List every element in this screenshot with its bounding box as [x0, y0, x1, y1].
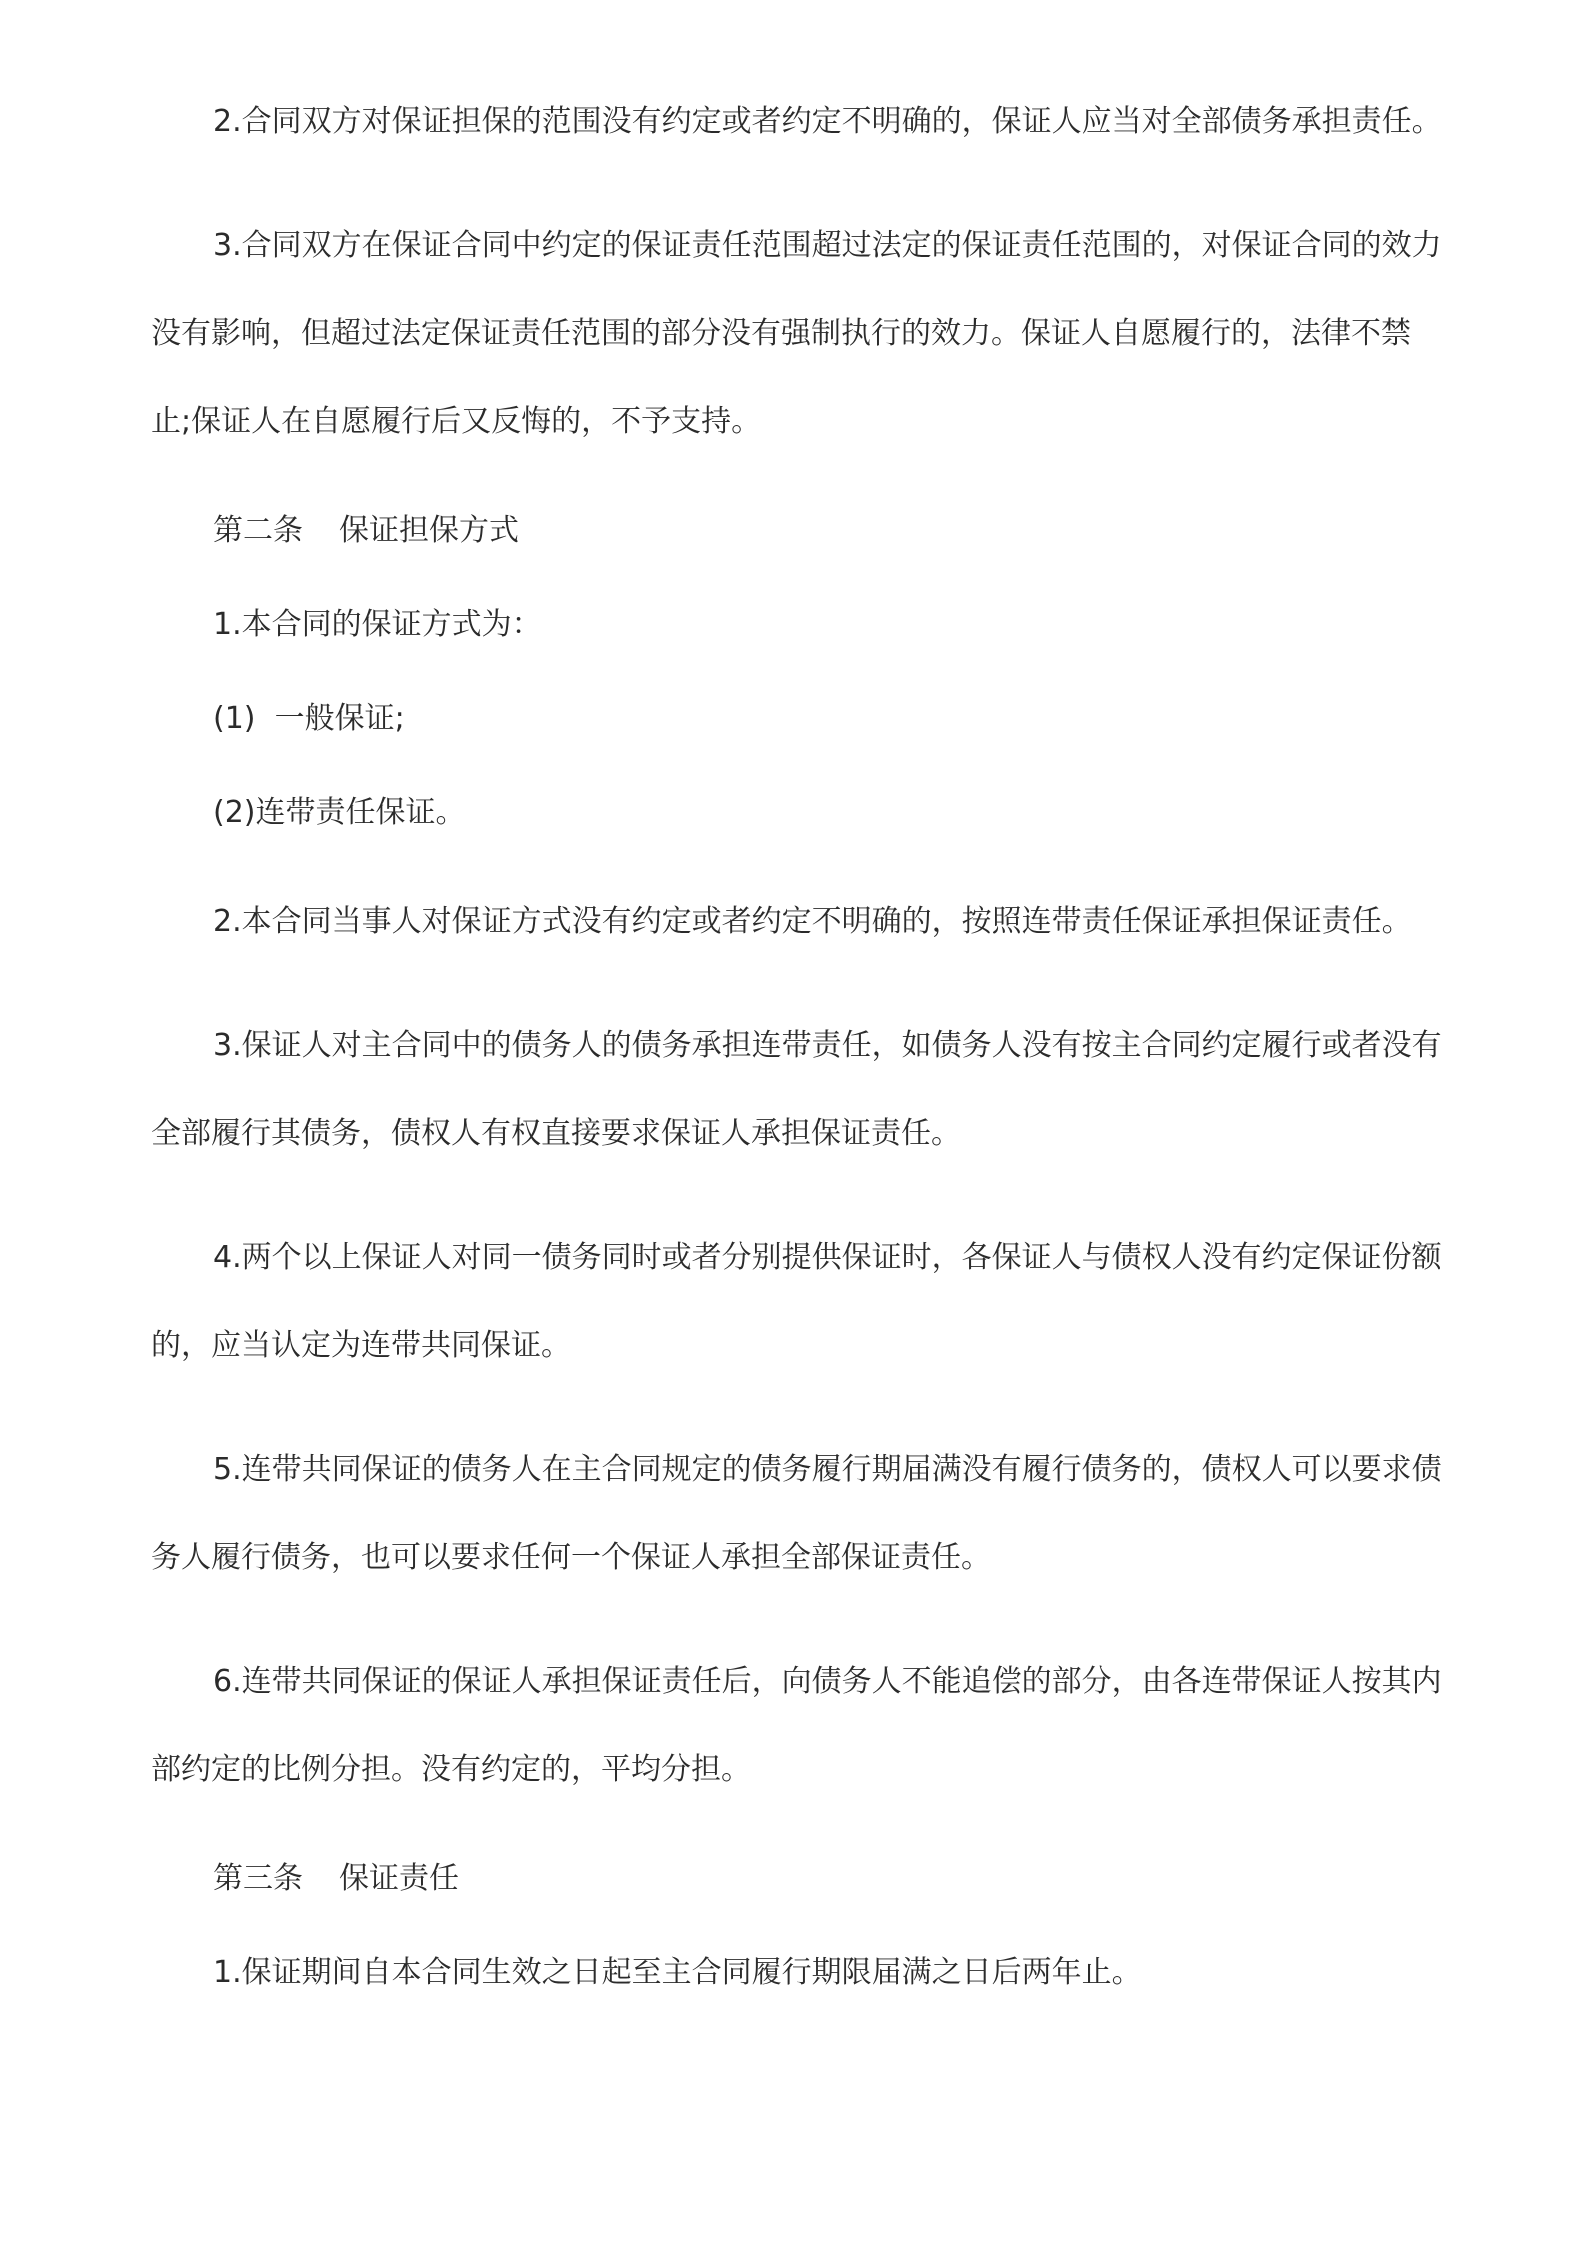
clause-paragraph: 2.本合同当事人对保证方式没有约定或者约定不明确的，按照连带责任保证承担保证责任。 [213, 904, 1412, 939]
clause-paragraph: 6.连带共同保证的保证人承担保证责任后，向债务人不能追偿的部分，由各连带保证人按其内部约定的比例分担。没有约定的，平均分担。 [151, 1664, 1442, 1787]
clause-paragraph: 2.合同双方对保证担保的范围没有约定或者约定不明确的，保证人应当对全部债务承担责任。 [213, 104, 1442, 139]
article-number: 第二条 [213, 513, 303, 548]
clause-paragraph: 5.连带共同保证的债务人在主合同规定的债务履行期届满没有履行债务的，债权人可以要求债务人履行债务，也可以要求任何一个保证人承担全部保证责任。 [151, 1452, 1442, 1575]
article-title: 保证责任 [339, 1861, 459, 1896]
article-title: 保证担保方式 [339, 513, 519, 548]
clause-option: (1) 一般保证; [213, 701, 405, 736]
document-body [151, 78, 1447, 2038]
clause-paragraph: 1.本合同的保证方式为： [213, 607, 542, 642]
clause-paragraph: 1.保证期间自本合同生效之日起至主合同履行期限届满之日后两年止。 [213, 1955, 1142, 1990]
article-number: 第三条 [213, 1861, 303, 1896]
article-heading [151, 502, 1447, 560]
clause-paragraph: 3.保证人对主合同中的债务人的债务承担连带责任，如债务人没有按主合同约定履行或者没有全部履行其债务，债权人有权直接要求保证人承担保证责任。 [151, 1028, 1442, 1151]
clause-paragraph: 4.两个以上保证人对同一债务同时或者分别提供保证时，各保证人与债权人没有约定保证份额的，应当认定为连带共同保证。 [151, 1240, 1442, 1363]
clause-paragraph: 3.合同双方在保证合同中约定的保证责任范围超过法定的保证责任范围的，对保证合同的效力没有影响，但超过法定保证责任范围的部分没有强制执行的效力。保证人自愿履行的，法律不禁止;保证人在自愿履行后又反悔的，不予支持。 [151, 228, 1442, 439]
article-heading [151, 1850, 1447, 1908]
clause-option: (2)连带责任保证。 [213, 795, 466, 830]
